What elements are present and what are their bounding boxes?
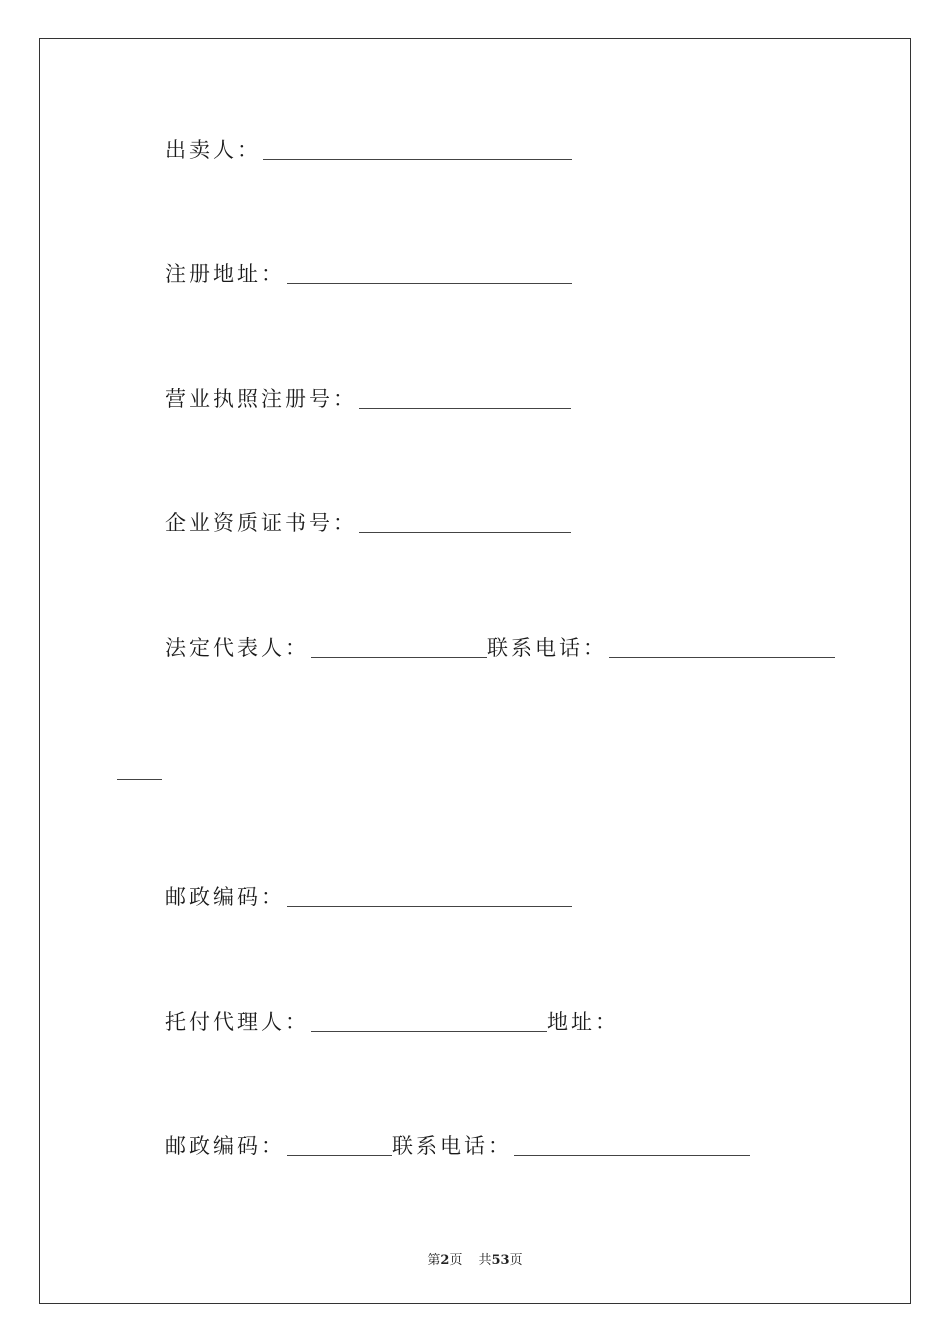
seller-label: 出卖人： (165, 138, 261, 162)
page-current: 2 (440, 1253, 450, 1268)
phone-blank-continuation[interactable] (117, 779, 162, 780)
license-no-row (165, 387, 571, 411)
page-total: 53 (491, 1253, 510, 1268)
total-unit: 页 (509, 1253, 523, 1268)
agent-phone-label: 联系电话： (392, 1134, 512, 1158)
seller-blank[interactable] (263, 139, 572, 160)
page-unit: 页 (449, 1253, 463, 1268)
agent-phone-blank[interactable] (514, 1135, 750, 1156)
postcode-label: 邮政编码： (165, 885, 285, 909)
qualification-no-blank[interactable] (359, 512, 571, 533)
qualification-no-row (165, 511, 571, 535)
agent-postcode-blank[interactable] (287, 1135, 392, 1156)
license-no-label: 营业执照注册号： (165, 387, 357, 411)
phone-blank[interactable] (609, 637, 835, 658)
agent-blank[interactable] (311, 1011, 547, 1032)
reg-address-blank[interactable] (287, 263, 572, 284)
legal-rep-blank[interactable] (311, 637, 487, 658)
phone-label: 联系电话： (487, 636, 607, 660)
total-prefix: 共 (478, 1253, 492, 1268)
agent-postcode-label: 邮政编码： (165, 1134, 285, 1158)
page-border (39, 38, 911, 1304)
postcode-blank[interactable] (287, 886, 572, 907)
page-footer (0, 1249, 950, 1268)
reg-address-label: 注册地址： (165, 262, 285, 286)
agent-row (165, 1010, 619, 1034)
seller-row (165, 138, 572, 162)
page-prefix: 第 (427, 1253, 441, 1268)
qualification-no-label: 企业资质证书号： (165, 511, 357, 535)
address-label: 地址： (547, 1010, 619, 1034)
license-no-blank[interactable] (359, 388, 571, 409)
legal-rep-row (165, 636, 835, 660)
agent-label: 托付代理人： (165, 1010, 309, 1034)
legal-rep-label: 法定代表人： (165, 636, 309, 660)
postcode-row (165, 885, 572, 909)
reg-address-row (165, 262, 572, 286)
agent-contact-row (165, 1134, 750, 1158)
